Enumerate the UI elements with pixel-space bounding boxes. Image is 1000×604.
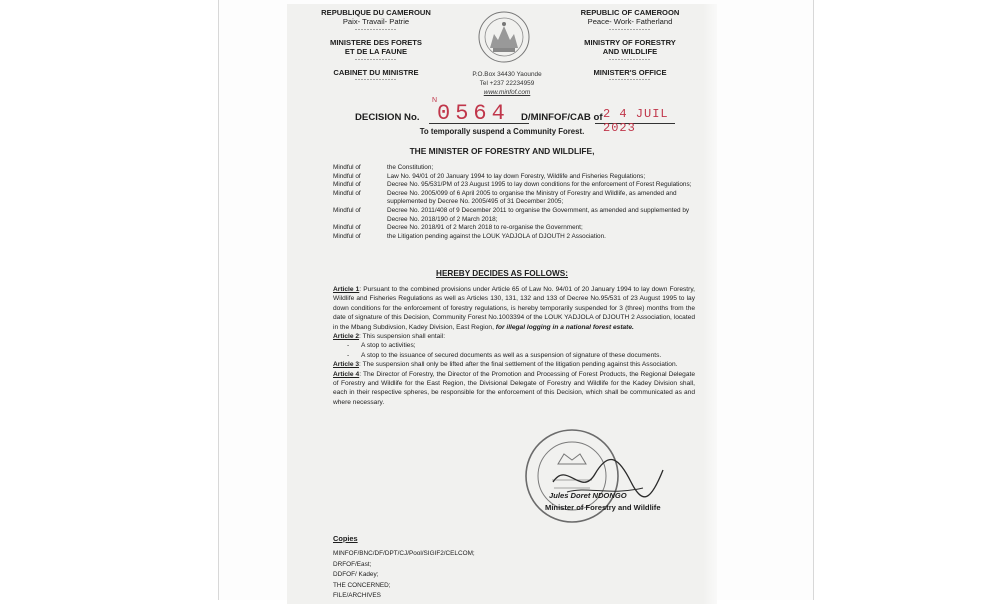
underline <box>429 123 529 124</box>
motto-en: Peace- Work- Fatherland <box>587 17 673 27</box>
minister-heading: THE MINISTER OF FORESTRY AND WILDLIFE, <box>409 146 595 156</box>
mindful-item: Mindful of Law No. 94/01 of 20 January 1994 to lay down Forestry, Wildlife and Fisheries Regulations; <box>333 172 646 180</box>
coat-of-arms-emblem <box>478 10 530 64</box>
list-item: FILE/ARCHIVES <box>333 592 381 600</box>
decision-code: D/MINFOF/CAB of <box>521 112 603 123</box>
decision-document <box>287 4 717 604</box>
decides-heading: HEREBY DECIDES AS FOLLOWS: <box>436 269 568 278</box>
mindful-item: Mindful of Decree No. 95/531/PM of 23 August 1995 to lay down conditions for the enforcement of Forest Regulations; <box>333 181 692 189</box>
list-item: MINFOF/BNC/DF/DPT/CJ/Pool/SIGIF2/CELCOM; <box>333 550 475 557</box>
copies-list <box>333 549 475 602</box>
article-4: Article 4: The Director of Forestry, the Director of the Promotion and Processing of Forest Products, the Regional Delegate of Forestry and Wildlife for the East Region, the Divisional Delegate of Forestry and Wildlife for the Kadey Division shall, each in their respective spheres, be responsible for the enforcement of this Decision, which shall be communicated as and where necessary. <box>333 370 695 406</box>
mindful-item: Mindful of Decree No. 2018/91 of 2 March 2018 to re-organise the Government; <box>333 224 583 232</box>
header-french <box>317 8 435 83</box>
stamp-prefix: N <box>432 97 438 104</box>
country-fr: REPUBLIQUE DU CAMEROUN <box>321 8 431 17</box>
decision-number-stamp: 0564 <box>437 101 510 126</box>
separator-dots: -------------- <box>355 77 397 84</box>
separator-dots: -------------- <box>609 77 651 84</box>
ministry-fr-line1: MINISTERE DES FORETS <box>330 37 422 47</box>
mindful-item: Mindful of Decree No. 2005/099 of 6 April 2005 to organise the Ministry of Forestry and Wildlife, as amended and supplemented by Decree No. 2005/495 of 31 December 2005; <box>333 189 677 206</box>
country-en: REPUBLIC OF CAMEROON <box>580 8 680 17</box>
list-item: THE CONCERNED; <box>333 581 391 589</box>
mindful-of-list <box>333 164 693 241</box>
ministry-en-line2: AND WILDLIFE <box>602 47 658 57</box>
po-box: P.O.Box 34430 Yaounde <box>472 71 542 78</box>
list-item: - A stop to activities; <box>347 342 416 350</box>
signatory-title: Minister of Forestry and Wildlife <box>545 503 661 512</box>
contact-block <box>447 70 567 97</box>
mindful-item: Mindful of the Litigation pending against the LOUK YADJOLA of DJOUTH 2 Association. <box>333 232 606 240</box>
office-en: MINISTER'S OFFICE <box>593 67 667 77</box>
separator-dots: -------------- <box>609 26 651 33</box>
mindful-item: Mindful of the Constitution; <box>333 164 434 171</box>
article-2: Article 2: This suspension shall entail: <box>333 333 446 341</box>
website-link[interactable]: www.minfof.com <box>483 89 531 96</box>
office-fr: CABINET DU MINISTRE <box>333 67 419 77</box>
telephone: Tel +237 22234959 <box>479 80 535 87</box>
list-item: DRFOF/East; <box>333 560 372 568</box>
list-item: - A stop to the issuance of secured documents as well as a suspension of signature of these documents. <box>347 351 662 359</box>
copies-heading: Copies <box>333 534 358 543</box>
mindful-item: Mindful of Decree No. 2011/408 of 9 December 2011 to organise the Government, as amended and supplemented by Decree No. 2018/190 of 2 March 2018; <box>333 206 690 223</box>
separator-dots: -------------- <box>355 56 397 63</box>
articles-body <box>333 285 695 407</box>
separator-dots: -------------- <box>355 26 397 33</box>
motto-fr: Paix- Travail- Patrie <box>342 17 410 27</box>
signatory-name: Jules Doret NDONGO <box>549 491 627 500</box>
list-item: DDFOF/ Kadey; <box>333 571 379 579</box>
decision-label: DECISION No. <box>355 112 420 123</box>
ministry-fr-line2: ET DE LA FAUNE <box>344 47 408 57</box>
date-stamp: 2 4 JUIL 2023 <box>603 107 669 135</box>
article-3: Article 3: The suspension shall only be lifted after the final settlement of the litigation pending against this Association. <box>333 361 678 369</box>
header-english <box>565 8 695 83</box>
separator-dots: -------------- <box>609 56 651 63</box>
decision-subject: To temporally suspend a Community Forest. <box>419 127 585 136</box>
article-1: Article 1: Pursuant to the combined provisions under Article 65 of Law No. 94/01 of 20 January 1994 to lay down Forestry, Wildlife and Fisheries Regulations as well as Articles 130, 131, 132 and 133 of Decree No.95/531 of 23 August 1995 to lay down conditions for the enforcement of forestry regulations, is hereby temporarily suspended for 3 (three) months from the date of signature of this Decision, Community Forest No.1003394 of the LOUK YADJOLA of DJOUTH 2 Association, located in the Mbang Subdivsion, Kadey Division, East Region, for illegal logging in a national forest estate. <box>333 286 695 331</box>
ministry-en-line1: MINISTRY OF FORESTRY <box>584 37 676 47</box>
